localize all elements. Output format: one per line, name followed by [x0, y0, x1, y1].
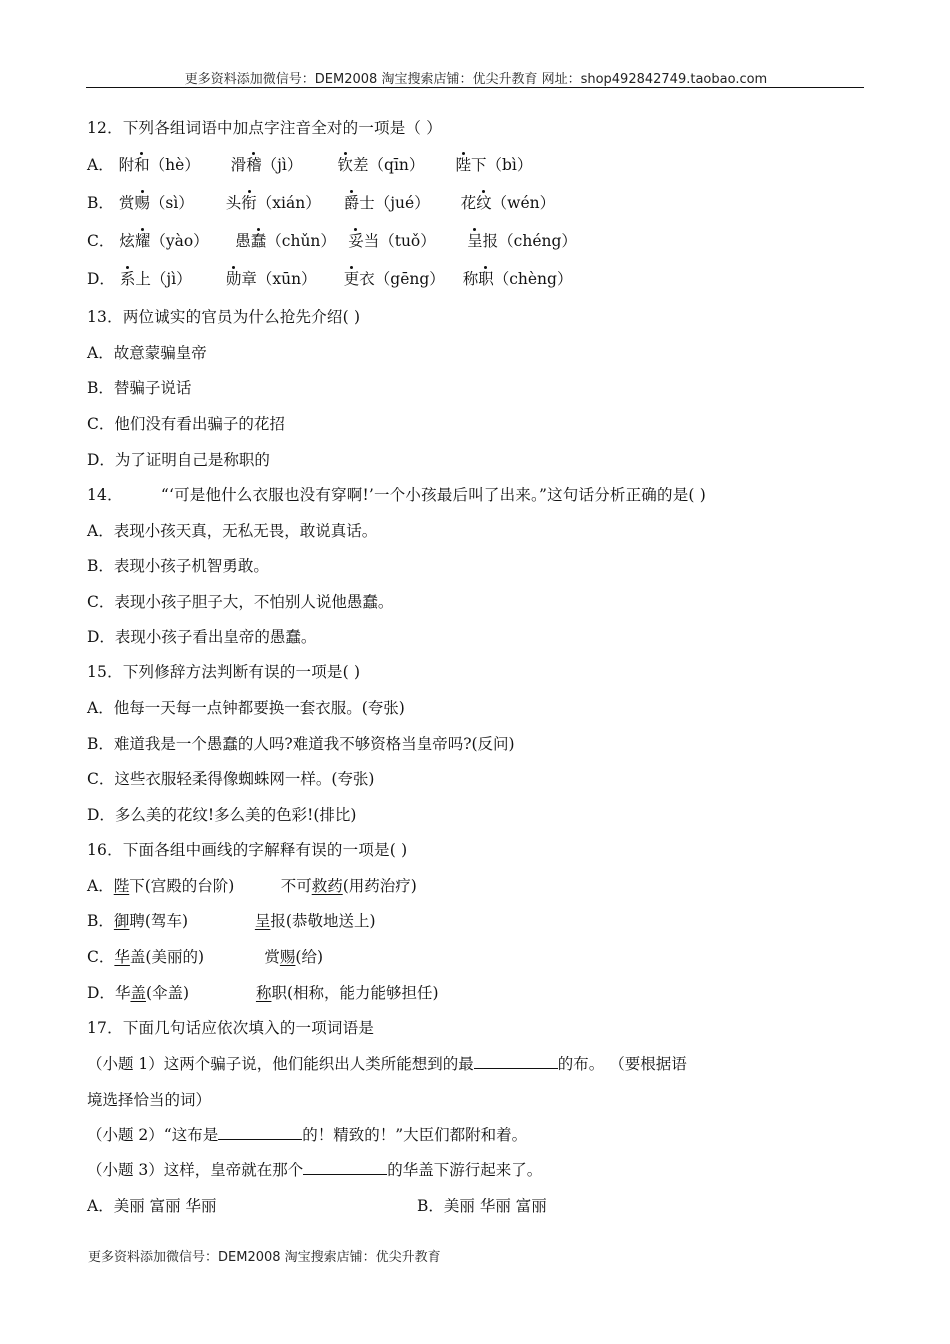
q16-c-label: C．: [87, 948, 115, 966]
q12-b-pair-3: 爵士（jué）: [343, 194, 430, 212]
q17-stem: 17．下面几句话应依次填入的一项词语是: [87, 1019, 375, 1037]
q12-d-pair-3: 更衣（gēng）: [343, 270, 445, 288]
q12-option-d: [87, 269, 572, 289]
q14-option-b: B．表现小孩子机智勇敢。: [87, 557, 269, 575]
q12-option-b: [87, 193, 555, 213]
q17-option-a: A．美丽 富丽 华丽: [87, 1197, 217, 1215]
q16-b-item-1: 御聘(驾车): [113, 912, 189, 930]
q13-stem: 13．两位诚实的官员为什么抢先介绍( ): [87, 308, 361, 326]
q12-b-pair-2: 头衔（xián）: [225, 194, 321, 212]
q12-option-a: [87, 155, 532, 175]
q15-option-d: D．多么美的花纹!多么美的色彩!(排比): [87, 806, 357, 824]
q13-option-a: A．故意蒙骗皇帝: [87, 344, 207, 362]
q14-option-a: A．表现小孩天真，无私无畏，敢说真话。: [87, 522, 378, 540]
q14-stem: [87, 485, 706, 505]
q15-option-b: B．难道我是一个愚蠢的人吗?难道我不够资格当皇帝吗?(反问): [87, 735, 515, 753]
q12-b-label: B．: [87, 194, 114, 212]
q12-stem: 12．下列各组词语中加点字注音全对的一项是（ ）: [87, 119, 442, 137]
q12-a-pair-4: 陛下（bì）: [455, 156, 533, 174]
q15-stem: 15．下列修辞方法判断有误的一项是( ): [87, 663, 361, 681]
q12-c-pair-4: 呈报（chéng）: [467, 232, 577, 250]
q12-d-pair-4: 称职（chèng）: [462, 270, 573, 288]
q16-a-item-1: 陛下(宫殿的台阶): [113, 877, 235, 895]
q16-d-item-2: 称职(相称，能力能够担任): [255, 984, 439, 1002]
q12-b-pair-4: 花纹（wén）: [460, 194, 556, 212]
q15-option-c: C．这些衣服轻柔得像蜘蛛网一样。(夸张): [87, 770, 375, 788]
page-header: 更多资料添加微信号：DEM2008 淘宝搜索店铺：优尖升教育 网址：shop492842749.taobao.com: [184, 72, 768, 87]
q12-d-label: D．: [87, 270, 115, 288]
q16-a-item-2: 不可救药(用药治疗): [280, 877, 417, 895]
q17-subq-1: （小题 1）这两个骗子说，他们能织出人类所能想到的最 的布。 （要根据语: [87, 1055, 687, 1073]
q12-option-c: [87, 231, 577, 251]
q14-text: “‘可是他什么衣服也没有穿啊!’一个小孩最后叫了出来。”这句话分析正确的是( ): [160, 486, 707, 504]
q16-d-item-1: 华盖(伞盖): [114, 984, 190, 1002]
q16-b-label: B．: [87, 912, 114, 930]
q12-a-pair-1: 附和（hè）: [118, 156, 200, 174]
q17-subq-1-cont: 境选择恰当的词）: [87, 1091, 212, 1109]
q16-c-item-1: 华盖(美丽的): [114, 948, 204, 966]
q17-subq-2: （小题 2）“这布是 的！精致的！”大臣们都附和着。: [87, 1126, 528, 1144]
q17-blank-1[interactable]: [474, 1054, 558, 1069]
q12-d-pair-2: 勋章（xūn）: [225, 270, 317, 288]
q17-option-b: B．美丽 华丽 富丽: [417, 1197, 547, 1215]
q12-c-pair-2: 愚蠢（chǔn）: [235, 232, 336, 250]
q16-option-b: [87, 911, 376, 931]
q14-number: 14．: [87, 486, 123, 504]
q17-subq-3: （小题 3）这样，皇帝就在那个 的华盖下游行起来了。: [87, 1161, 543, 1179]
q12-a-label: A．: [87, 156, 114, 174]
q16-d-label: D．: [87, 984, 115, 1002]
q12-a-pair-3: 钦差（qīn）: [337, 156, 425, 174]
q16-c-item-2: 赏赐(给): [264, 948, 324, 966]
q14-option-c: C．表现小孩子胆子大，不怕别人说他愚蠢。: [87, 593, 394, 611]
q16-a-label: A．: [87, 877, 114, 895]
q16-b-item-2: 呈报(恭敬地送上): [254, 912, 376, 930]
q12-c-pair-1: 炫耀（yào）: [119, 232, 209, 250]
q17-blank-2[interactable]: [218, 1125, 302, 1140]
q13-option-d: D．为了证明自己是称职的: [87, 451, 270, 469]
q12-b-pair-1: 赏赐（sì）: [118, 194, 194, 212]
header-divider: [86, 87, 864, 88]
q12-a-pair-2: 滑稽（jì）: [230, 156, 303, 174]
q13-option-b: B．替骗子说话: [87, 379, 192, 397]
q16-stem: 16．下面各组中画线的字解释有误的一项是( ): [87, 841, 408, 859]
q12-c-pair-3: 妥当（tuǒ）: [348, 232, 436, 250]
page-footer: 更多资料添加微信号：DEM2008 淘宝搜索店铺：优尖升教育: [88, 1250, 441, 1265]
q12-c-label: C．: [87, 232, 115, 250]
q16-option-d: [87, 983, 439, 1003]
q16-option-a: [87, 876, 417, 896]
q17-blank-3[interactable]: [303, 1160, 387, 1175]
q14-option-d: D．表现小孩子看出皇帝的愚蠢。: [87, 628, 317, 646]
q15-option-a: A．他每一天每一点钟都要换一套衣服。(夸张): [87, 699, 405, 717]
q13-option-c: C．他们没有看出骗子的花招: [87, 415, 285, 433]
q12-d-pair-1: 系上（jì）: [119, 270, 192, 288]
q16-option-c: [87, 947, 323, 967]
